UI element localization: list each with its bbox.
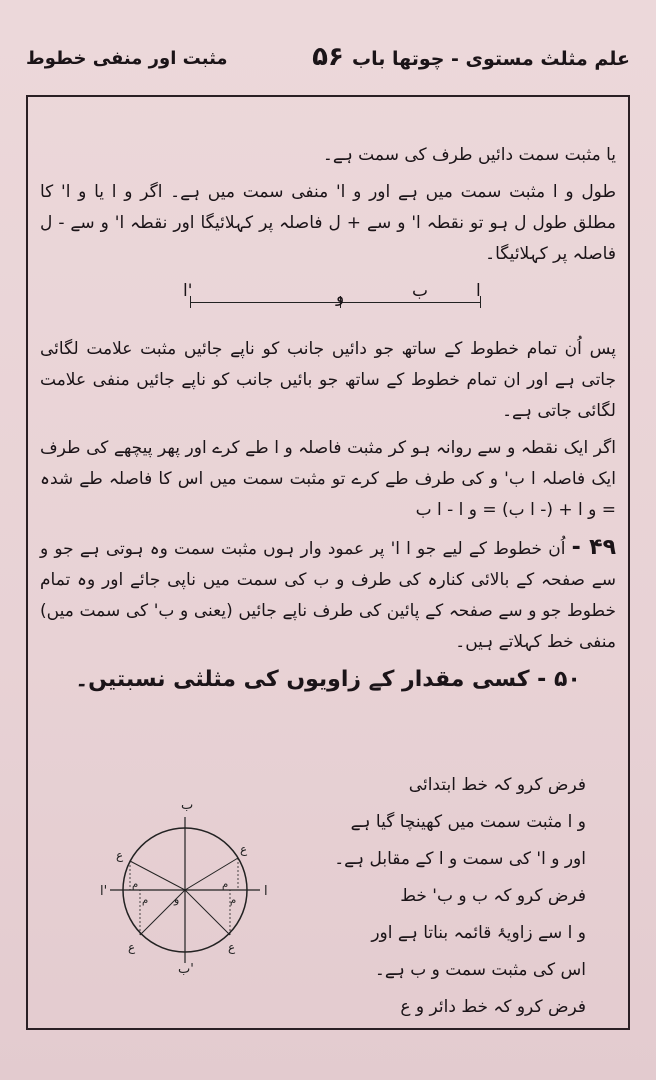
label-e1: ع xyxy=(240,842,248,856)
page-header xyxy=(26,40,630,80)
section-49-text: اُن خطوط کے لیے جو ا ا' پر عمود وار ہوں مثبت سمت وہ ہوتی ہے جو و سے صفحہ کے بالائی کنارہ کی طرف و ب کی سمت میں ناپی جائے اور وہ تمام خطوط جو و سے صفحہ کے پائین کی طرف ناپے جائیں (یعنی و ب' کی سمت میں) منفی خط کہلاتے ہیں۔ xyxy=(40,539,616,652)
section-50-text xyxy=(286,770,586,1029)
line-figure xyxy=(40,276,616,326)
label-m4: م xyxy=(222,879,229,890)
page-number: ۵۶ xyxy=(312,42,344,72)
s50-line-4: فرض کرو کہ ب و ب' خط xyxy=(400,886,586,906)
s50-line-7: فرض کرو کہ خط دائر و ع xyxy=(400,997,586,1017)
radius-q2 xyxy=(130,861,185,890)
paragraph-1: یا مثبت سمت دائیں طرف کی سمت ہے۔ xyxy=(322,145,616,165)
paragraph-2: طول و ا مثبت سمت میں ہے اور و ا' منفی سمت میں ہے۔ اگر و ا یا و ا' کا مطلق طول ل ہو تو نقطہ ا' و سے + ل فاصلہ پر کہلائیگا اور نقطہ ا' و سے - ل فاصلہ پر کہلائیگا۔ xyxy=(40,182,616,264)
label-e2: ع xyxy=(116,848,124,862)
label-m3: م xyxy=(142,895,149,906)
s50-line-2: و ا مثبت سمت میں کھینچا گیا ہے xyxy=(350,812,586,832)
s50-line-3: اور و ا' کی سمت و ا کے مقابل ہے۔ xyxy=(334,849,586,869)
line-bar xyxy=(190,302,480,303)
section-49 xyxy=(40,532,616,658)
label-m2: م xyxy=(132,879,139,890)
label-right: ا xyxy=(264,884,268,899)
s50-line-5: و ا سے زاویۂ قائمہ بناتا ہے اور xyxy=(371,923,586,943)
radius-q1 xyxy=(185,858,238,890)
label-center: و xyxy=(174,893,180,906)
label-a-prime: ا' xyxy=(183,281,193,301)
label-o: و xyxy=(336,287,345,307)
circle-diagram xyxy=(70,795,280,975)
header-topic: مثبت اور منفی خطوط xyxy=(26,48,228,69)
s50-line-1: فرض کرو کہ خط ابتدائی xyxy=(408,775,586,795)
section-50-heading: ۵۰ - کسی مقدار کے زاویوں کی مثلثی نسبتیں۔ xyxy=(75,667,581,692)
circle-svg xyxy=(70,795,280,975)
label-top: ب xyxy=(181,798,194,813)
label-e3: ع xyxy=(128,940,136,954)
label-left: ا' xyxy=(100,884,108,899)
radius-q4 xyxy=(185,890,230,935)
label-b: ب xyxy=(412,281,429,301)
header-chapter: علم مثلث مستوی - چوتھا باب xyxy=(352,48,630,70)
s50-line-6: اس کی مثبت سمت و ب ہے۔ xyxy=(374,960,586,980)
paragraph-4: اگر ایک نقطہ و سے روانہ ہو کر مثبت فاصلہ و ا طے کرے اور پھر پیچھے کی طرف ایک فاصلہ ا ب' و کی طرف طے کرے تو مثبت سمت میں اس کا فاصلہ طے شدہ = و ا + (- ا ب) = و ا - ا ب xyxy=(40,438,616,520)
label-bottom: ب' xyxy=(178,962,194,975)
label-e4: ع xyxy=(228,940,236,954)
label-m1: م xyxy=(230,895,237,906)
paragraph-3: پس اُن تمام خطوط کے ساتھ جو دائیں جانب کو ناپے جائیں مثبت علامت لگائی جاتی ہے اور ان تمام خطوط کے ساتھ جو بائیں جانب کو ناپے جائیں منفی علامت لگائی جاتی ہے۔ xyxy=(40,339,616,421)
page-body xyxy=(40,140,616,703)
section-49-number: ۴۹ - xyxy=(571,535,617,560)
label-a: ا xyxy=(476,281,481,301)
